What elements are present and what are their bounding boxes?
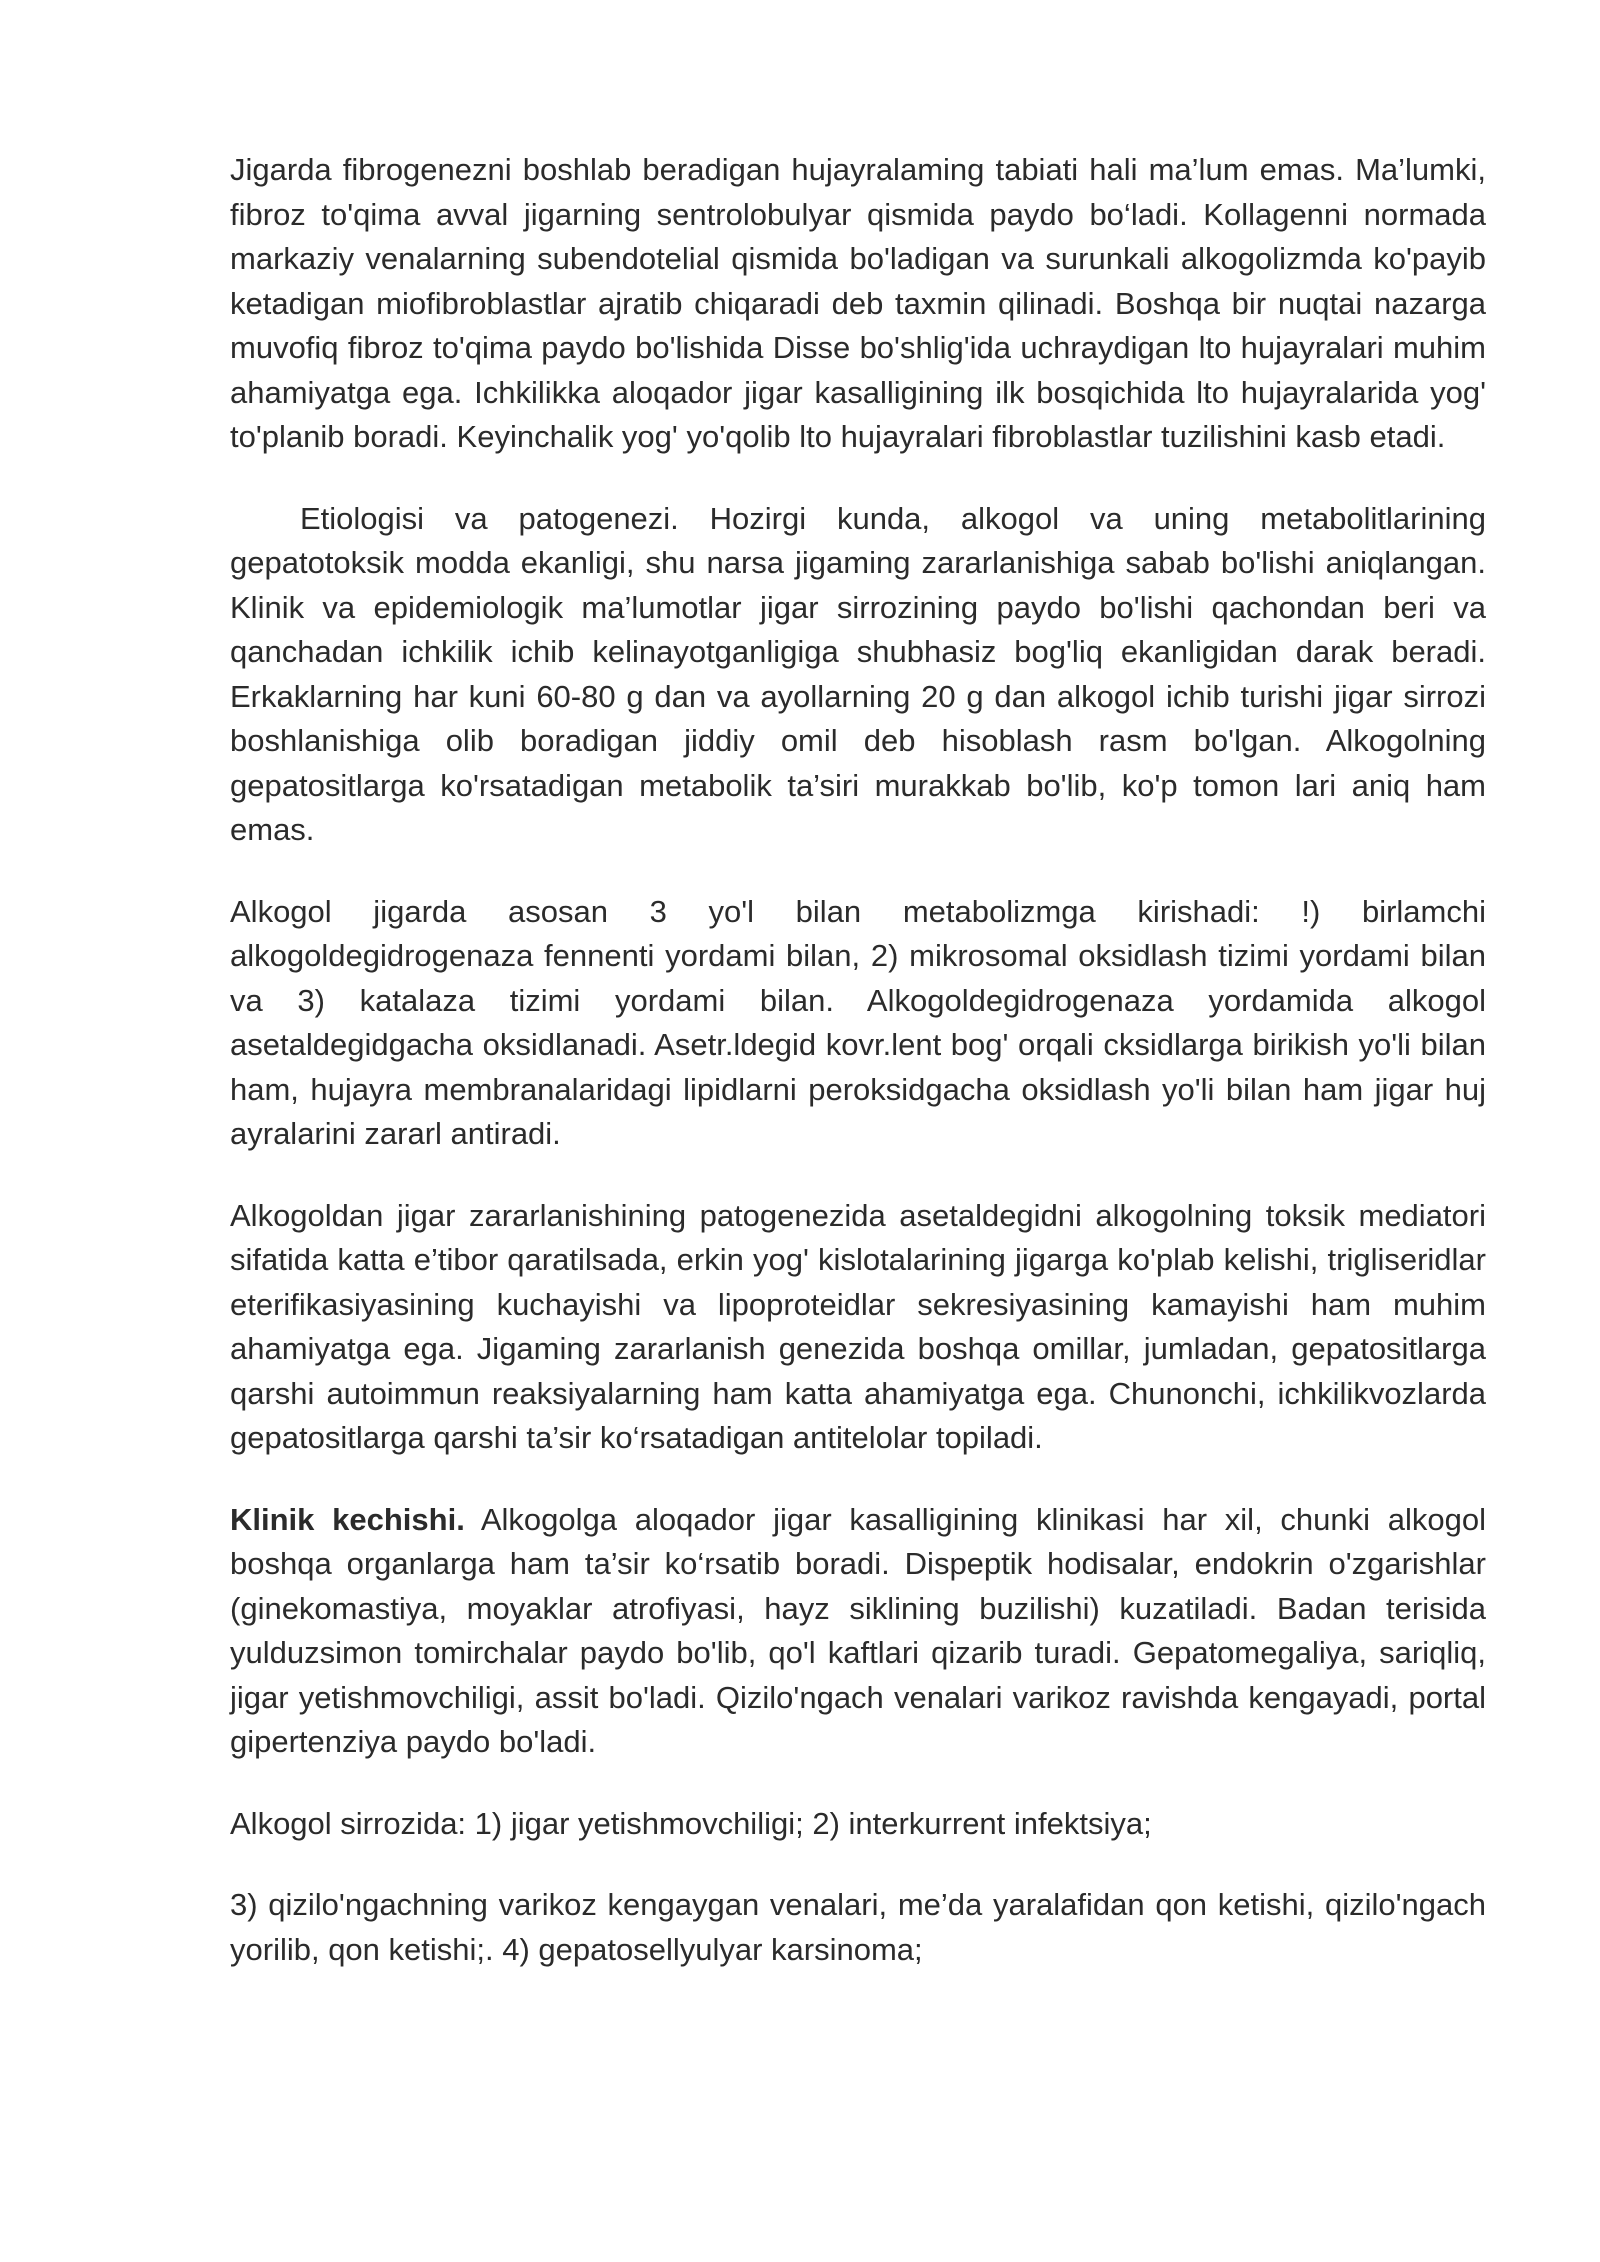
section-heading: Klinik kechishi. — [230, 1501, 465, 1537]
paragraph-text: Alkogoldan jigar zararlanishining patogenezida asetaldegidni alkogolning toksik mediatori sifatida katta e’tibor qaratilsada, erkin yog' kislotalarining jigarga ko'plab kelishi, trigliseridlar eterifikasiyasining kuchayishi va lipoproteidlar sekresiyasining kamayishi ham muhim ahamiyatga ega. Jigaming zararlanish genezida boshqa omillar, jumladan, gepatositlarga qarshi autoimmun reaksiyalarning ham katta ahamiyatga ega. Chunonchi, ichkilikvozlarda gepatositlarga qarshi ta’sir ko‘rsatadigan antitelolar topiladi. — [230, 1197, 1486, 1455]
paragraph-text: Alkogol jigarda asosan 3 yo'l bilan metabolizmga kirishadi: !) birlamchi alkogoldegidrogenaza fennenti yordami bilan, 2) mikrosomal oksidlash tizimi yordami bilan va 3) katalaza tizimi yordami bilan. Alkogoldegidrogenaza yordamida alkogol asetaldegidgacha oksidlanadi. Asetr.ldegid kovr.lent bog' orqali cksidlarga birikish yo'li bilan ham, hujayra membranalaridagi lipidlarni peroksidgacha oksidlash yo'li bilan ham jigar huj ayralarini zararl antiradi. — [230, 893, 1486, 1151]
paragraph-etiology — [230, 497, 1486, 853]
paragraph-complications-list — [230, 1883, 1486, 1972]
paragraph-metabolism — [230, 890, 1486, 1157]
paragraph-pathogenesis — [230, 1194, 1486, 1461]
paragraph-text: Alkogol sirrozida: 1) jigar yetishmovchiligi; 2) interkurrent infektsiya; — [230, 1805, 1152, 1841]
paragraph-text: 3) qizilo'ngachning varikoz kengaygan venalari, me’da yaralafidan qon ketishi, qizilo'ngach yorilib, qon ketishi;. 4) gepatosellyulyar karsinoma; — [230, 1887, 1486, 1967]
paragraph-text: Jigarda fibrogenezni boshlab beradigan hujayralaming tabiati hali ma’lum emas. Ma’lumki, fibroz to'qima avval jigarning sentrolobulyar qismida paydo bo‘ladi. Kollagenni normada markaziy venalarning subendotelial qismida bo'ladigan va surunkali alkogolizmda ko'payib ketadigan miofibroblastlar ajratib chiqaradi deb taxmin qilinadi. Boshqa bir nuqtai nazarga muvofiq fibroz to'qima paydo bo'lishida Disse bo'shlig'ida uchraydigan lto hujayralari muhim ahamiyatga ega. Ichkilikka aloqador jigar kasalligining ilk bosqichida lto hujayralarida yog' to'planib boradi. Keyinchalik yog' yo'qolib lto hujayralari fibroblastlar tuzilishini kasb etadi. — [230, 152, 1486, 454]
paragraph-fibrogenesis — [230, 148, 1486, 460]
paragraph-complications-intro — [230, 1802, 1486, 1847]
body-text — [230, 148, 1486, 2009]
paragraph-text: Alkogolga aloqador jigar kasalligining klinikasi har xil, chunki alkogol boshqa organlarga ham ta’sir ko‘rsatib boradi. Dispeptik hodisalar, endokrin o'zgarishlar (ginekomastiya, moyaklar atrofiyasi, hayz siklining buzilishi) kuzatiladi. Badan terisida yulduzsimon tomirchalar paydo bo'lib, qo'l kaftlari qizarib turadi. Gepatomegaliya, sariqliq, jigar yetishmovchiligi, assit bo'ladi. Qizilo'ngach venalari varikoz ravishda kengayadi, portal gipertenziya paydo bo'ladi. — [230, 1501, 1486, 1759]
paragraph-clinical-course — [230, 1498, 1486, 1765]
paragraph-text: Etiologisi va patogenezi. Hozirgi kunda, alkogol va uning metabolitlarining gepatotoksik modda ekanligi, shu narsa jigaming zararlanishiga sabab bo'lishi aniqlangan. Klinik va epidemiologik ma’lumotlar jigar sirrozining paydo bo'lishi qachondan beri va qanchadan ichkilik ichib kelinayotganligiga shubhasiz bog'liq ekanligidan darak beradi. Erkaklarning har kuni 60-80 g dan va ayollarning 20 g dan alkogol ichib turishi jigar sirrozi boshlanishiga olib boradigan jiddiy omil deb hisoblash rasm bo'lgan. Alkogolning gepatositlarga ko'rsatadigan metabolik ta’siri murakkab bo'lib, ko'p tomon lari aniq ham emas. — [230, 500, 1486, 847]
